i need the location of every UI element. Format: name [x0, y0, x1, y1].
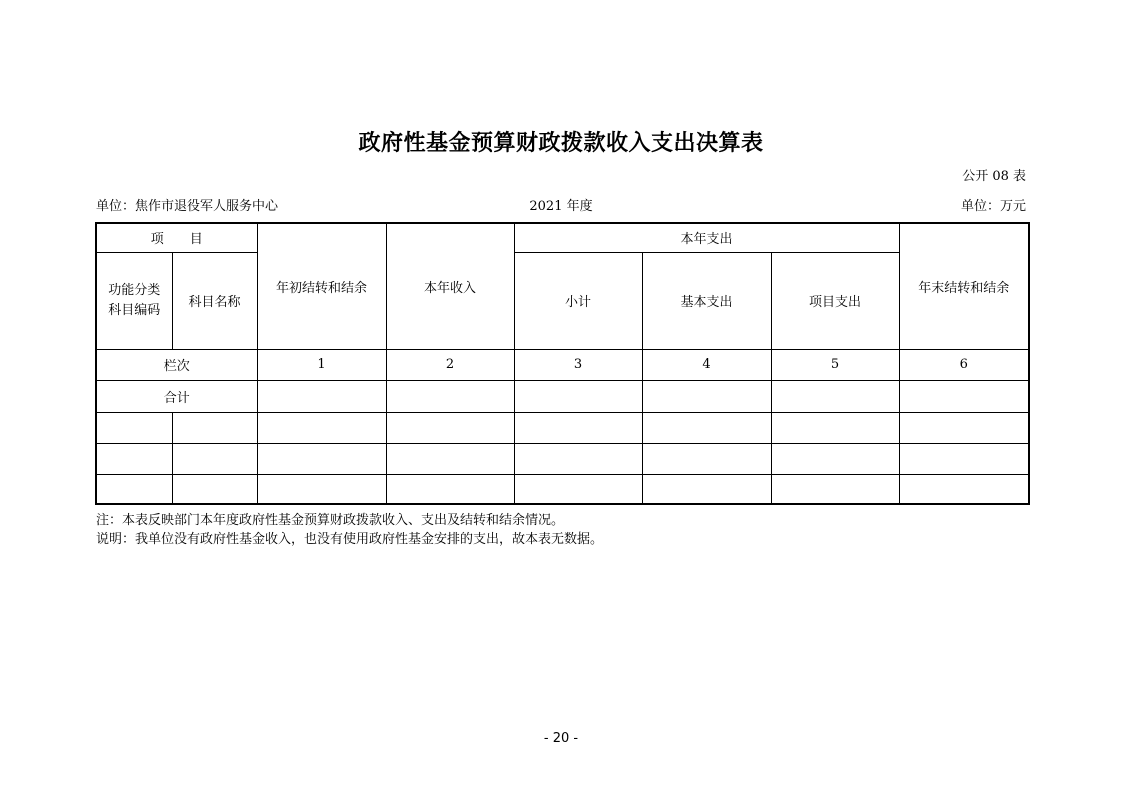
table-cell	[642, 380, 771, 412]
table-cell	[386, 380, 514, 412]
col-number: 4	[642, 349, 771, 380]
table-cell	[771, 474, 899, 504]
table-row	[96, 412, 1029, 443]
budget-table	[95, 222, 1030, 505]
header-expense: 本年支出	[514, 223, 899, 252]
row-label-column: 栏次	[96, 349, 257, 380]
table-cell	[514, 380, 642, 412]
col-number: 3	[514, 349, 642, 380]
header-func-code-line1: 功能分类	[108, 282, 161, 298]
table-cell	[771, 380, 899, 412]
page-number: - 20 -	[543, 731, 579, 746]
table-cell	[771, 443, 899, 474]
table-cell	[257, 474, 386, 504]
total-label: 合计	[96, 380, 257, 412]
table-cell	[257, 412, 386, 443]
table-cell	[386, 474, 514, 504]
table-cell	[642, 412, 771, 443]
header-income: 本年收入	[386, 223, 514, 349]
header-subtotal: 小计	[514, 252, 642, 349]
unit-right: 单位：万元	[960, 199, 1026, 214]
table-note: 注：本表反映部门本年度政府性基金预算财政拨款收入、支出及结转和结余情况。	[96, 513, 565, 528]
table-cell	[514, 443, 642, 474]
table-cell	[96, 412, 172, 443]
table-cell	[514, 412, 642, 443]
table-cell	[172, 443, 257, 474]
table-cell	[386, 443, 514, 474]
col-number: 6	[899, 349, 1029, 380]
header-func-code	[96, 252, 172, 349]
table-cell	[96, 443, 172, 474]
table-cell	[899, 474, 1029, 504]
table-cell	[386, 412, 514, 443]
page-title: 政府性基金预算财政拨款收入支出决算表	[358, 131, 764, 156]
col-number: 5	[771, 349, 899, 380]
table-row	[96, 443, 1029, 474]
header-basic: 基本支出	[642, 252, 771, 349]
year-label: 2021 年度	[529, 199, 593, 214]
header-subject-name: 科目名称	[172, 252, 257, 349]
header-project-expense: 项目支出	[771, 252, 899, 349]
table-cell	[172, 412, 257, 443]
header-func-code-line2: 科目编码	[108, 302, 161, 318]
col-number: 2	[386, 349, 514, 380]
table-cell	[257, 443, 386, 474]
form-id: 公开 08 表	[962, 169, 1026, 184]
table-cell	[257, 380, 386, 412]
table-cell	[514, 474, 642, 504]
table-cell	[899, 380, 1029, 412]
table-explanation: 说明：我单位没有政府性基金收入，也没有使用政府性基金安排的支出，故本表无数据。	[96, 532, 604, 547]
table-cell	[899, 443, 1029, 474]
table-cell	[172, 474, 257, 504]
table-cell	[642, 443, 771, 474]
header-project: 项 目	[96, 223, 257, 252]
col-number: 1	[257, 349, 386, 380]
table-cell	[96, 474, 172, 504]
table-row	[96, 474, 1029, 504]
table-cell	[771, 412, 899, 443]
table-row	[96, 380, 1029, 412]
table-row	[96, 349, 1029, 380]
header-begin-balance: 年初结转和结余	[257, 223, 386, 349]
table-cell	[642, 474, 771, 504]
header-end-balance: 年末结转和结余	[899, 223, 1029, 349]
table-cell	[899, 412, 1029, 443]
unit-left: 单位：焦作市退役军人服务中心	[96, 199, 279, 214]
